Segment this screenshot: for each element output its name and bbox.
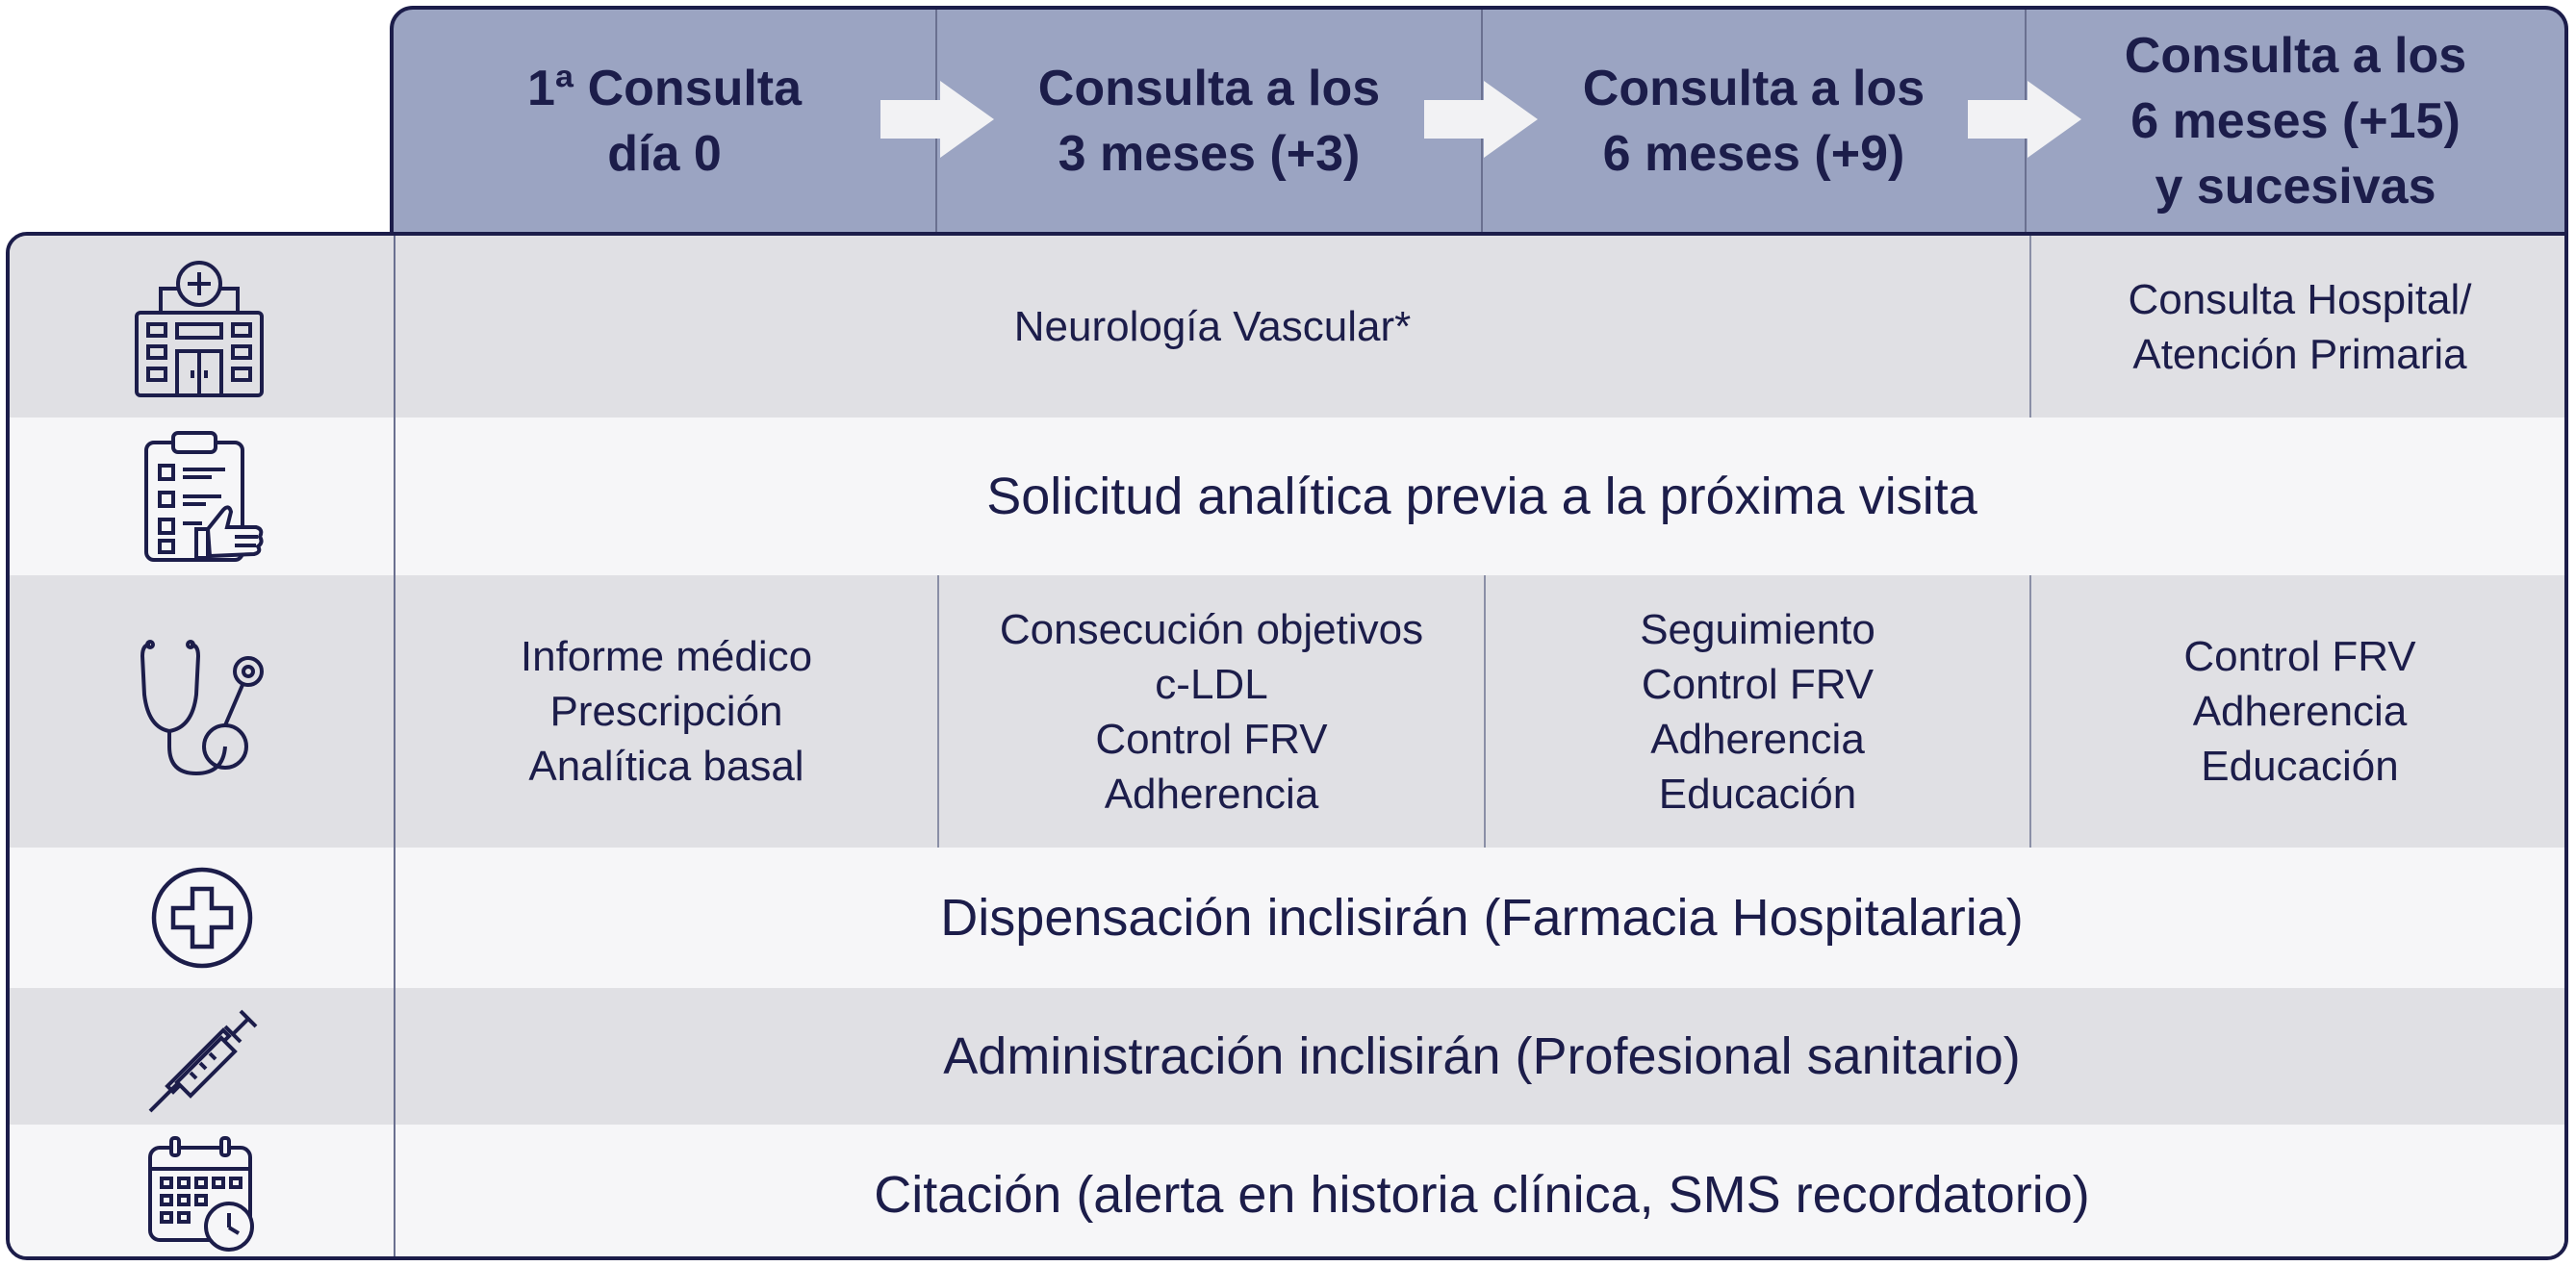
step-3-header: Consulta a los 6 meses (+9) [1582, 60, 1926, 182]
clinical-3-months: Consecución objetivos c-LDL Control FRV Adherencia [999, 605, 1424, 818]
medical-cross-icon [150, 866, 254, 970]
arrow-right-icon [880, 81, 996, 158]
clinical-day0: Informe médico Prescripción Analítica basal [520, 633, 813, 790]
stethoscope-icon [137, 639, 271, 783]
responsible-service-main: Neurología Vascular* [1013, 303, 1412, 350]
lab-request-text: Solicitud analítica previa a la próxima visita [986, 468, 1977, 525]
responsible-service-followup: Consulta Hospital/ Atención Primaria [2128, 275, 2472, 378]
arrow-right-icon [1968, 81, 2083, 158]
timeline-header [390, 6, 2568, 236]
arrow-right-icon [1424, 81, 1540, 158]
step-2-header: Consulta a los 3 meses (+3) [1037, 60, 1381, 182]
clinical-followup: Control FRV Adherencia Educación [2183, 633, 2416, 790]
care-pathway-table [6, 232, 2568, 1260]
clinical-6-months: Seguimiento Control FRV Adherencia Educación [1640, 605, 1875, 818]
dispensation-text: Dispensación inclisirán (Farmacia Hospitalaria) [940, 889, 2024, 947]
clipboard-thumbs-up-icon [135, 429, 269, 564]
icon-column-divider [394, 236, 395, 1260]
administration-text: Administración inclisirán (Profesional sanitario) [943, 1027, 2021, 1085]
syringe-icon [144, 1000, 265, 1115]
calendar-clock-icon [146, 1136, 262, 1253]
hospital-icon [127, 255, 271, 399]
step-1-header: 1ª Consulta día 0 [526, 60, 803, 182]
appointment-text: Citación (alerta en historia clínica, SMS recordatorio) [874, 1165, 2090, 1224]
step-4-header: Consulta a los 6 meses (+15) y sucesivas [2124, 27, 2467, 215]
